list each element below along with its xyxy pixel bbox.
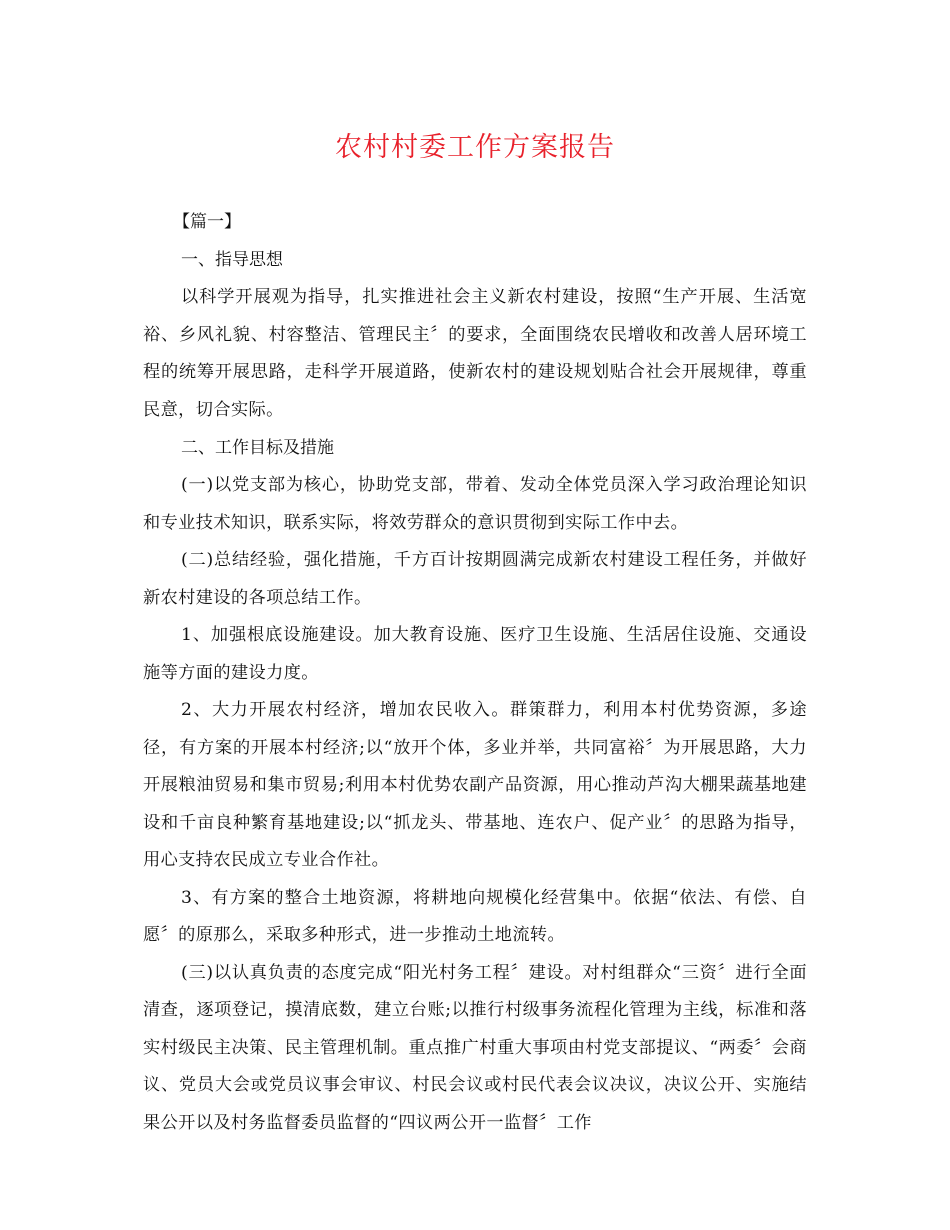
document-title: 农村村委工作方案报告 bbox=[335, 132, 615, 163]
heading-goals-measures: 二、工作目标及措施 bbox=[181, 438, 334, 458]
paragraph-measure-2: (二)总结经验，强化措施，千方百计按期圆满完成新农村建设工程任务，并做好新农村建设的各项总结工作。 bbox=[143, 550, 807, 608]
paragraph-measure-1: (一)以党支部为核心，协助党支部，带着、发动全体党员深入学习政治理论知识和专业技术知识，联系实际，将效劳群众的意识贯彻到实际工作中去。 bbox=[143, 475, 807, 533]
section-label: 【篇一】 bbox=[173, 212, 241, 232]
document-body bbox=[143, 203, 807, 1142]
paragraph-item-2: 2、大力开展农村经济，增加农民收入。群策群力，利用本村优势资源，多途径，有方案的开展本村经济;以“放开个体，多业并举，共同富裕〞为开展思路，大力开展粮油贸易和集市贸易;利用本村优势农副产品资源，用心推动芦沟大棚果蔬基地建设和千亩良种繁育基地建设;以“抓龙头、带基地、连农户、促产业〞的思路为指导，用心支持农民成立专业合作社。 bbox=[143, 700, 807, 870]
paragraph-guiding-ideology: 以科学开展观为指导，扎实推进社会主义新农村建设，按照“生产开展、生活宽裕、乡风礼貌、村容整洁、管理民主〞的要求，全面围绕农民增收和改善人居环境工程的统筹开展思路，走科学开展道路，使新农村的建设规划贴合社会开展规律，尊重民意，切合实际。 bbox=[143, 287, 807, 420]
heading-guiding-ideology: 一、指导思想 bbox=[181, 250, 283, 270]
paragraph-item-1: 1、加强根底设施建设。加大教育设施、医疗卫生设施、生活居住设施、交通设施等方面的建设力度。 bbox=[143, 625, 807, 683]
paragraph-measure-3: (三)以认真负责的态度完成“阳光村务工程〞建设。对村组群众“三资〞进行全面清查，逐项登记，摸清底数，建立台账;以推行村级事务流程化管理为主线，标准和落实村级民主决策、民主管理机制。重点推广村重大事项由村党支部提议、“两委〞会商议、党员大会或党员议事会审议、村民会议或村民代表会议决议，决议公开、实施结果公开以及村务监督委员监督的“四议两公开一监督〞工作 bbox=[143, 962, 807, 1133]
paragraph-item-3: 3、有方案的整合土地资源，将耕地向规模化经营集中。依据“依法、有偿、自愿〞的原那么，采取多种形式，进一步推动土地流转。 bbox=[143, 887, 807, 945]
